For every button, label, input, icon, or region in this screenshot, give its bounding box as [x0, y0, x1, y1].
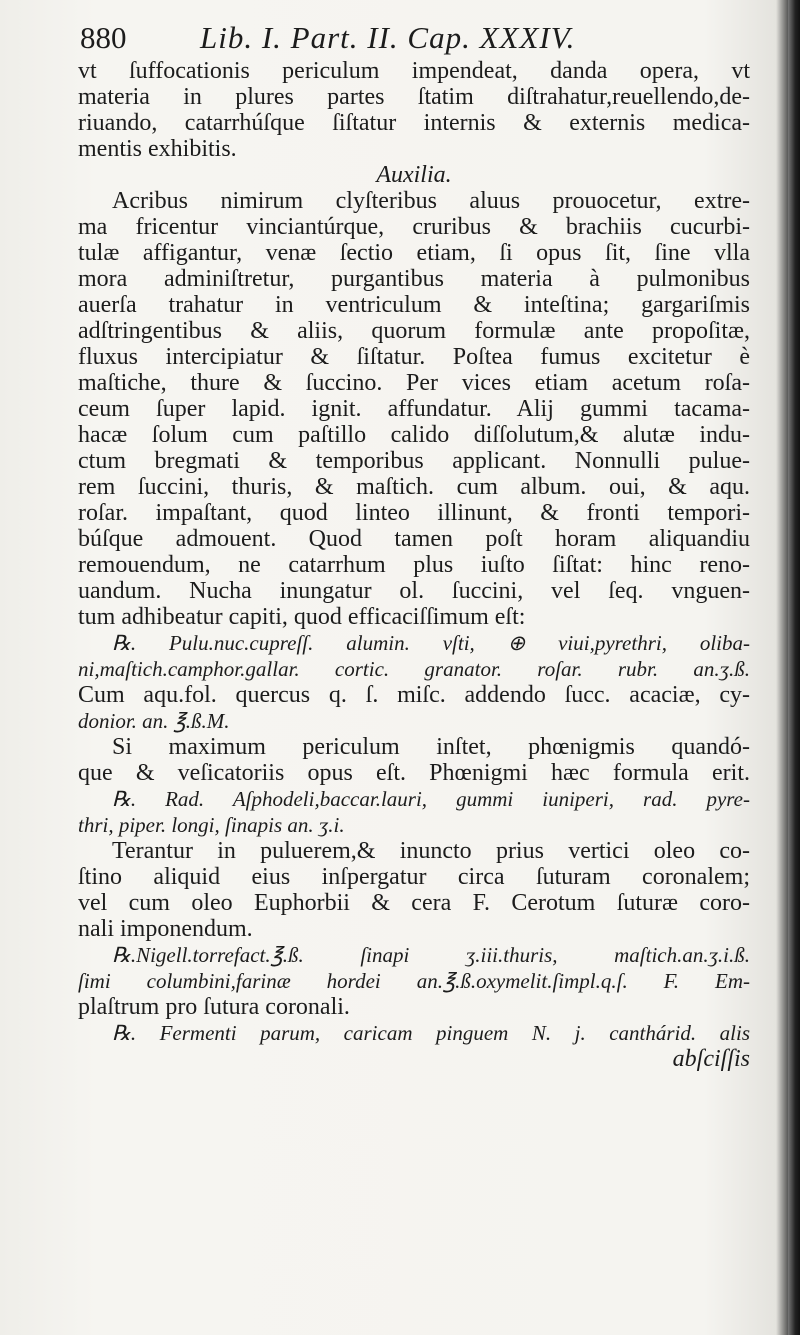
text-line: Si maximum periculum inſtet, phœnigmis quandó- — [112, 734, 750, 760]
text-line: mentis exhibitis. — [78, 136, 237, 162]
text-line: Acribus nimirum clyſteribus aluus prouocetur, extre- — [112, 188, 750, 214]
recipe-line: donior. an. ℥.ß.M. — [78, 709, 230, 733]
recipe-line: ℞. Pulu.nuc.cupreſſ. alumin. vſti, ⊕ viui,pyrethri, oliba- — [112, 631, 750, 655]
text-line: nali imponendum. — [78, 916, 253, 942]
text-line: ſtino aliquid eius inſpergatur circa ſuturam coronalem; — [78, 864, 750, 890]
recipe-line: ℞. Rad. Aſphodeli,baccar.lauri, gummi iuniperi, rad. pyre- — [112, 787, 750, 811]
text-line: ceum ſuper lapid. ignit. affundatur. Alij gummi tacama- — [78, 396, 750, 422]
text-line: maſtiche, thure & ſuccino. Per vices etiam acetum roſa- — [78, 370, 750, 396]
text-line: Terantur in puluerem,& inuncto prius vertici oleo co- — [112, 838, 750, 864]
text-line: riuando, catarrhúſque ſiſtatur internis & externis medica- — [78, 110, 750, 136]
page-number: 880 — [80, 20, 127, 55]
text-line: materia in plures partes ſtatim diſtrahatur,reuellendo,de- — [78, 84, 750, 110]
recipe-line: ℞. Fermenti parum, caricam pinguem N. j. canthárid. alis — [112, 1021, 750, 1045]
text-line: vel cum oleo Euphorbii & cera F. Cerotum ſuturæ coro- — [78, 890, 750, 916]
text-line: remouendum, ne catarrhum plus iuſto ſiſtat: hinc reno- — [78, 552, 750, 578]
text-line: tulæ affigantur, venæ ſectio etiam, ſi opus ſit, ſine vlla — [78, 240, 750, 266]
running-head: Lib. I. Part. II. Cap. XXXIV. — [200, 20, 576, 55]
text-line: tum adhibeatur capiti, quod efficaciſſimum eſt: — [78, 604, 526, 630]
text-line: uandum. Nucha inungatur ol. ſuccini, vel ſeq. vnguen- — [78, 578, 750, 604]
body-text — [78, 58, 750, 1072]
text-line: mora adminiſtretur, purgantibus materia à pulmonibus — [78, 266, 750, 292]
page-header — [80, 20, 750, 60]
text-line: auerſa trahatur in ventriculum & inteſtina; gargariſmis — [78, 292, 750, 318]
recipe-line: ℞.Nigell.torrefact.℥.ß. ſinapi ʒ.iii.thuris, maſtich.an.ʒ.i.ß. — [112, 943, 750, 967]
text-line: ma fricentur vinciantúrque, cruribus & brachiis cucurbi- — [78, 214, 750, 240]
recipe-line: thri, piper. longi, ſinapis an. ʒ.i. — [78, 813, 345, 837]
text-line: que & veſicatoriis opus eſt. Phœnigmi hæc formula erit. — [78, 760, 750, 786]
recipe-line: ni,maſtich.camphor.gallar. cortic. granator. roſar. rubr. an.ʒ.ß. — [78, 657, 750, 681]
text-line: ctum bregmati & temporibus applicant. Nonnulli pulue- — [78, 448, 750, 474]
text-line: Cum aqu.fol. quercus q. ſ. miſc. addendo ſucc. acaciæ, cy- — [78, 682, 750, 708]
text-line: abſciſſis — [672, 1046, 750, 1072]
recipe-line: ſimi columbini,farinæ hordei an.℥.ß.oxymelit.ſimpl.q.ſ. F. Em- — [78, 969, 750, 993]
book-spine-shadow — [788, 0, 800, 1335]
text-line: búſque admouent. Quod tamen poſt horam aliquandiu — [78, 526, 750, 552]
text-line: plaſtrum pro ſutura coronali. — [78, 994, 350, 1020]
section-heading: Auxilia. — [376, 162, 452, 188]
text-line: fluxus intercipiatur & ſiſtatur. Poſtea fumus excitetur è — [78, 344, 750, 370]
text-line: rem ſuccini, thuris, & maſtich. cum album. oui, & aqu. — [78, 474, 750, 500]
text-line: roſar. impaſtant, quod linteo illinunt, & fronti tempori- — [78, 500, 750, 526]
text-line: hacæ ſolum cum paſtillo calido diſſolutum,& alutæ indu- — [78, 422, 750, 448]
text-line: vt ſuffocationis periculum impendeat, danda opera, vt — [78, 58, 750, 84]
text-line: adſtringentibus & aliis, quorum formulæ ante propoſitæ, — [78, 318, 750, 344]
